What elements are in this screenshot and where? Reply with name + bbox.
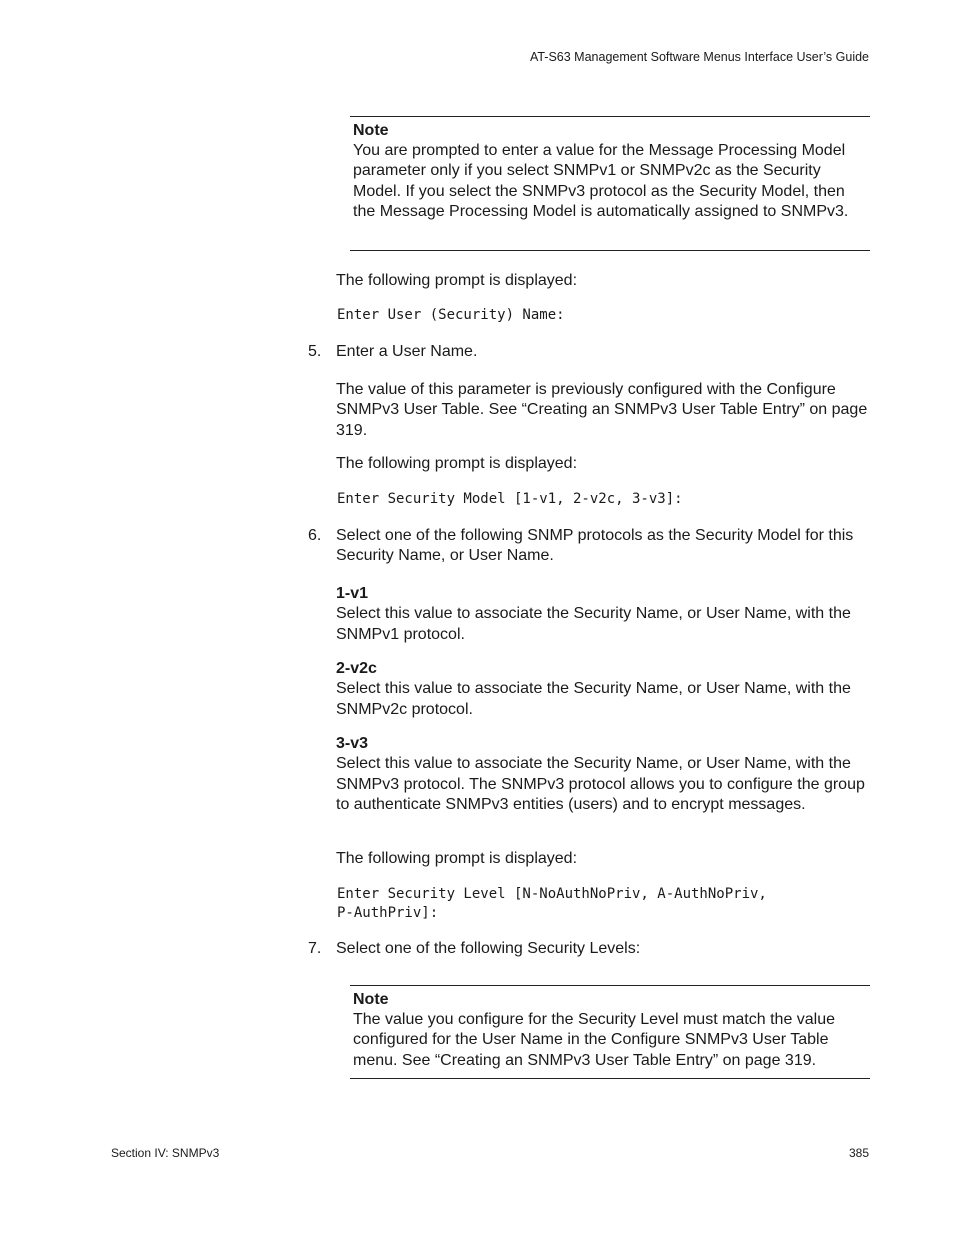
definition-term: 1-v1 <box>336 585 369 602</box>
note-box-message-processing <box>350 116 870 251</box>
note-title: Note <box>353 122 389 139</box>
prompt-intro: The following prompt is displayed: <box>336 850 578 867</box>
prompt-intro: The following prompt is displayed: <box>336 272 578 289</box>
definition-desc: Select this value to associate the Security Name, or User Name, with the SNMPv1 protocol. <box>336 605 851 643</box>
definition-desc: Select this value to associate the Security Name, or User Name, with the SNMPv3 protocol. The SNMPv3 protocol allows you to configure the group to authenticate SNMPv3 entities (users) and to encrypt messages. <box>336 755 865 813</box>
step-detail: The value of this parameter is previously configured with the Configure SNMPv3 User Table. See “Creating an SNMPv3 User Table Entry” on page 319. <box>336 381 868 439</box>
prompt-security-model: Enter Security Model [1-v1, 2-v2c, 3-v3]: <box>337 491 683 507</box>
note-body: The value you configure for the Security Level must match the value configured for the User Name in the Configure SNMPv3 User Table menu. See “Creating an SNMPv3 User Table Entry” on page 319. <box>353 1011 836 1069</box>
page-number: 385 <box>848 1146 869 1160</box>
step-number: 7. <box>308 940 322 957</box>
note-title: Note <box>353 991 389 1008</box>
step-number: 6. <box>308 527 322 544</box>
definition-item <box>336 659 871 720</box>
prompt-line: P-AuthPriv]: <box>337 904 439 921</box>
prompt-line: Enter Security Level [N-NoAuthNoPriv, A-AuthNoPriv, <box>337 886 767 902</box>
step-number: 5. <box>308 343 322 360</box>
note-body: You are prompted to enter a value for the Message Processing Model parameter only if you select SNMPv1 or SNMPv2c as the Security Model. If you select the SNMPv3 protocol as the Security Model, then the Message Processing Model is automatically assigned to SNMPv3. <box>353 142 849 220</box>
step-text: Select one of the following Security Levels: <box>336 940 641 957</box>
prompt-intro: The following prompt is displayed: <box>336 455 578 472</box>
definition-term: 3-v3 <box>336 735 369 752</box>
definition-item <box>336 584 871 645</box>
running-header: AT-S63 Management Software Menus Interface User’s Guide <box>529 50 869 64</box>
footer-section: Section IV: SNMPv3 <box>111 1146 220 1160</box>
prompt-user-name: Enter User (Security) Name: <box>337 307 565 323</box>
step-text: Select one of the following SNMP protocols as the Security Model for this Security Name, or User Name. <box>336 527 854 565</box>
definition-term: 2-v2c <box>336 660 377 677</box>
step-text: Enter a User Name. <box>336 343 478 360</box>
definition-desc: Select this value to associate the Security Name, or User Name, with the SNMPv2c protocol. <box>336 680 851 718</box>
definition-item <box>336 734 871 815</box>
prompt-security-level <box>337 885 767 922</box>
note-box-security-level <box>350 985 870 1079</box>
